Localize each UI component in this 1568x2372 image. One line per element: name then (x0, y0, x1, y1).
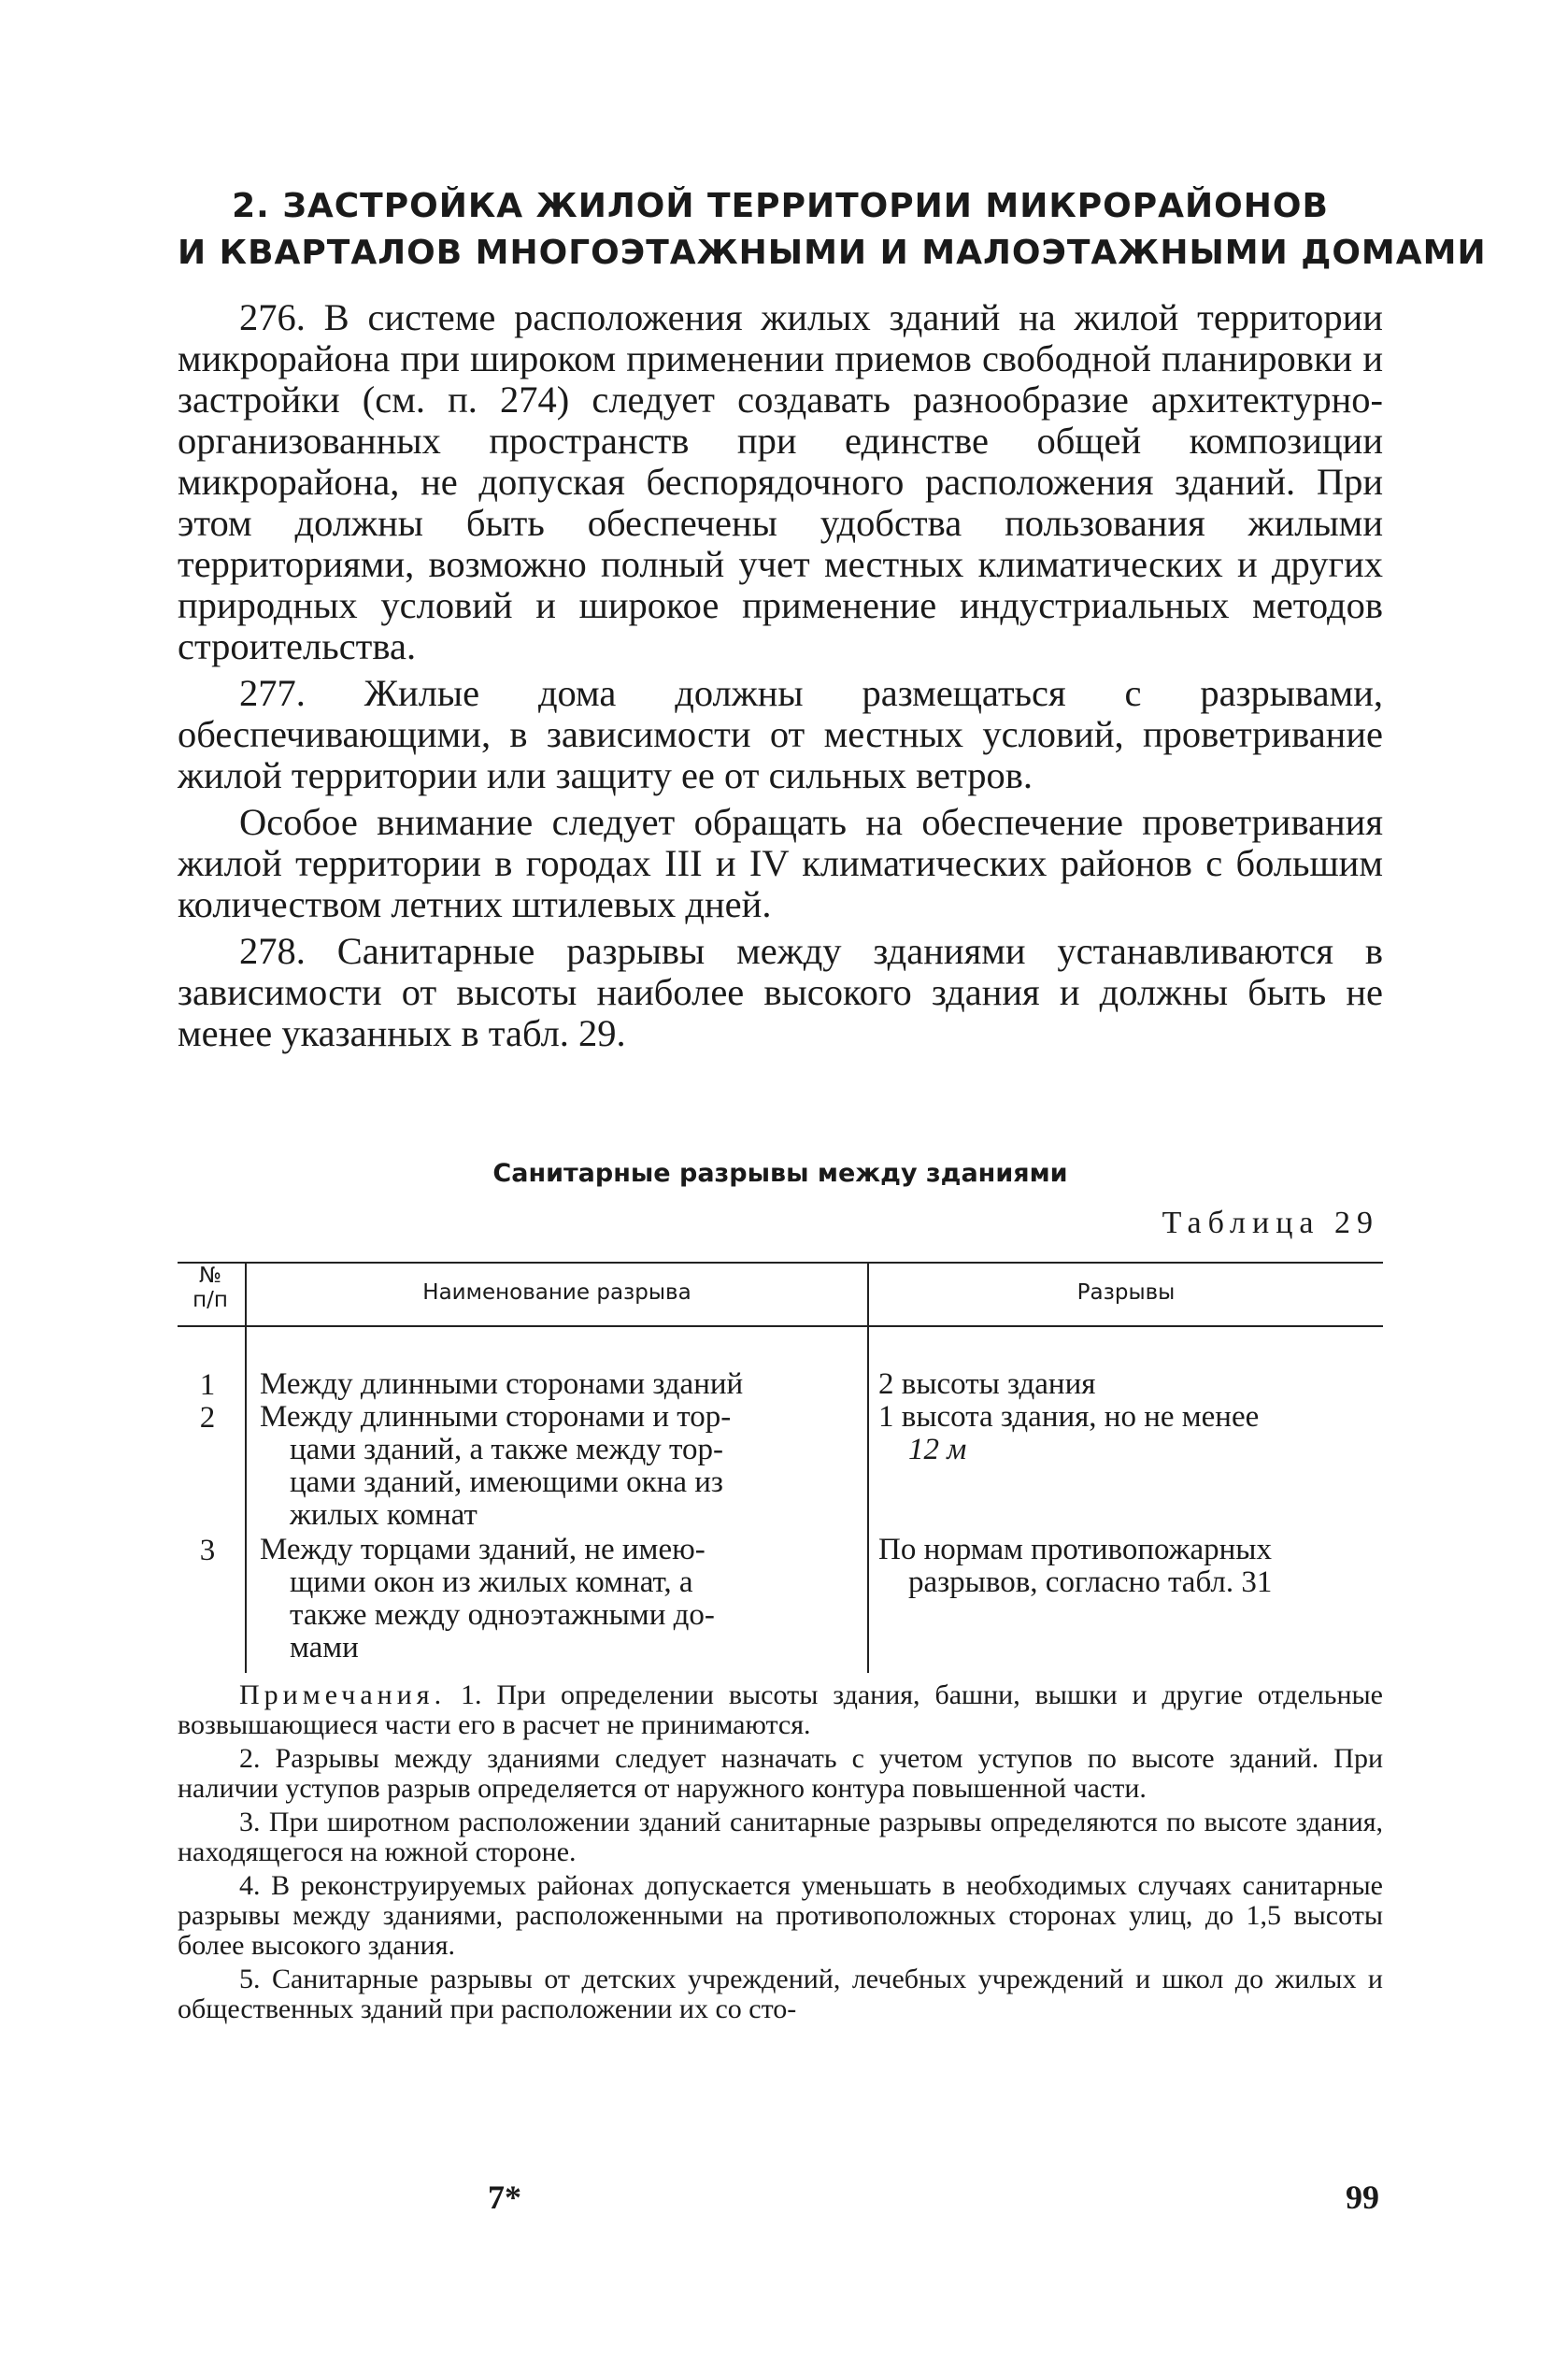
notes-label: Примечания. (239, 1679, 447, 1710)
table-row-number: 3 (199, 1534, 216, 1567)
table-cell-line: цами зданий, имеющими окна из (290, 1465, 723, 1499)
table-header-value: Разрывы (1076, 1280, 1176, 1305)
table-cell-line: 1 высота здания, но не менее (878, 1400, 1260, 1434)
table-cell-line: также между одноэтажными до- (290, 1598, 715, 1632)
paragraph-276: 276. В системе расположения жилых зданий на жилой территории микрорайона при широком применении приемов свободной планировки и застройки (см. п. 274) следует создавать разнообразие архитектурно-организованных пространств при единстве общей композиции микрорайона, не допуская беспорядочного расположения зданий. При этом должны быть обеспечены удобства пользования жилыми территориями, возможно полный учет местных климатических и других природных условий и широкое применение индустриальных методов строительства. (178, 296, 1383, 667)
table-header-number (178, 1264, 243, 1312)
table-header-number-abbr: п/п (192, 1288, 228, 1312)
table-cell-line: 2 высоты здания (878, 1367, 1096, 1401)
paragraph-277-continued: Особое внимание следует обращать на обеспечение проветривания жилой территории в городах III и IV климатических районов с большим количеством летних штилевых дней. (178, 801, 1383, 925)
note-5: 5. Санитарные разрывы от детских учреждений, лечебных учреждений и школ до жилых и общественных зданий при расположении их со сто- (178, 1964, 1383, 2024)
table-header-rule (178, 1325, 1383, 1327)
table-cell-line: цами зданий, а также между тор- (290, 1433, 723, 1466)
note-4: 4. В реконструируемых районах допускается уменьшать в необходимых случаях санитарные разрывы между зданиями, расположенными на противоположных сторонах улиц, до 1,5 высоты более высокого здания. (178, 1870, 1383, 1961)
note-1-text: 1. При определении высоты здания, башни, вышки и другие отдельные возвышающиеся части его в расчет не принимаются. (178, 1679, 1384, 1740)
table-cell-line: Между торцами зданий, не имею- (260, 1533, 706, 1566)
paragraph-278: 278. Санитарные разрывы между зданиями устанавливаются в зависимости от высоты наиболее высокого здания и должны быть не менее указанных в табл. 29. (178, 930, 1383, 1054)
table-header-number-sign: № (199, 1264, 221, 1288)
body-text (178, 297, 1383, 1054)
table-row-number: 2 (199, 1401, 216, 1435)
table-cell-line: жилых комнат (290, 1498, 478, 1532)
table-cell-line: Между длинными сторонами зданий (260, 1367, 744, 1401)
section-heading-line-1: 2. ЗАСТРОЙКА ЖИЛОЙ ТЕРРИТОРИИ МИКРОРАЙОНОВ (232, 187, 1329, 225)
table-cell-line: щими окон из жилых комнат, а (290, 1565, 693, 1599)
table-cell-line: разрывов, согласно табл. 31 (908, 1565, 1273, 1599)
section-heading (178, 183, 1487, 277)
table-row-value (878, 1368, 1379, 1401)
table-row-name (260, 1401, 861, 1532)
table-cell-line: По нормам противопожарных (878, 1533, 1272, 1566)
table-number: Таблица 29 (1162, 1206, 1379, 1240)
table-title: Санитарные разрывы между зданиями (492, 1159, 1068, 1188)
table-row-value (878, 1534, 1379, 1599)
table-cell-line: Между длинными сторонами и тор- (260, 1400, 732, 1434)
table-row-number: 1 (199, 1368, 216, 1402)
note-2: 2. Разрывы между зданиями следует назначать с учетом уступов по высоте зданий. При наличии уступов разрыв определяется от наружного контура повышенной части. (178, 1743, 1383, 1804)
table-header-name: Наименование разрыва (422, 1280, 691, 1305)
table-cell-line: 12 м (908, 1433, 967, 1466)
signature-mark: 7* (488, 2179, 521, 2216)
table-top-rule (178, 1262, 1383, 1264)
page-number: 99 (1346, 2179, 1379, 2216)
table-cell-line: мами (290, 1631, 359, 1665)
paragraph-277: 277. Жилые дома должны размещаться с разрывами, обеспечивающими, в зависимости от местных условий, проветривание жилой территории или защиту ее от сильных ветров. (178, 672, 1383, 796)
table-column-divider (867, 1262, 869, 1673)
table-row-name (260, 1368, 861, 1401)
table-row-value (878, 1401, 1379, 1466)
table-column-divider (245, 1262, 247, 1673)
section-heading-line-2: И КВАРТАЛОВ МНОГОЭТАЖНЫМИ И МАЛОЭТАЖНЫМИ ДОМАМИ (178, 234, 1487, 272)
table-row-name (260, 1534, 861, 1665)
note-1 (178, 1680, 1383, 1740)
table-notes (178, 1680, 1383, 2024)
note-3: 3. При широтном расположении зданий санитарные разрывы определяются по высоте здания, находящегося на южной стороне. (178, 1807, 1383, 1867)
